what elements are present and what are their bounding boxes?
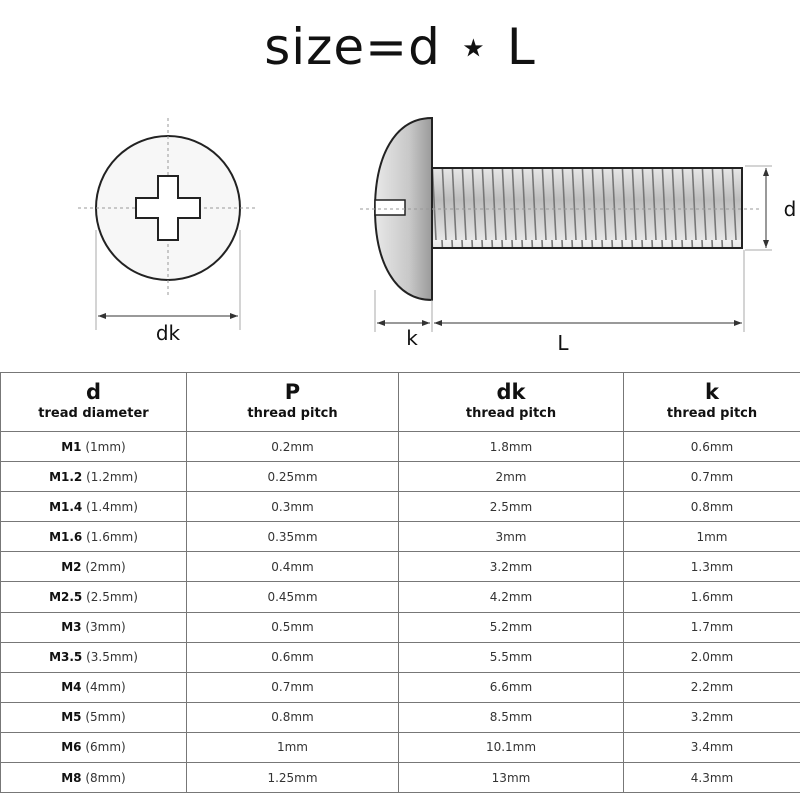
metric-code: M4 [61, 680, 82, 695]
size-cell [1, 432, 187, 462]
k-cell: 4.3mm [624, 763, 800, 793]
dk-cell: 4.2mm [399, 582, 624, 612]
k-cell: 3.2mm [624, 702, 800, 732]
table-row [1, 702, 800, 732]
size-cell [1, 492, 187, 522]
header-d-subtitle: tread diameter [38, 406, 149, 421]
header-k-subtitle: thread pitch [666, 406, 758, 421]
table-header-row [1, 373, 800, 432]
table-row [1, 582, 800, 612]
header-dk [399, 373, 624, 432]
pitch-cell: 0.2mm [187, 432, 399, 462]
header-p-symbol: P [284, 380, 301, 404]
size-cell [1, 702, 187, 732]
dk-cell: 3.2mm [399, 552, 624, 582]
header-d [1, 373, 187, 432]
table-row [1, 642, 800, 672]
pitch-cell: 0.6mm [187, 642, 399, 672]
d-dimension-label: d [783, 197, 797, 221]
dk-cell: 2mm [399, 462, 624, 492]
metric-code: M2 [61, 559, 82, 574]
dk-cell: 10.1mm [399, 732, 624, 762]
metric-code: M1.2 [49, 469, 83, 484]
metric-mm: (2.5mm) [86, 590, 138, 605]
screw-side-view [360, 118, 796, 355]
table-row [1, 672, 800, 702]
metric-mm: (4mm) [85, 680, 126, 695]
pitch-cell: 0.3mm [187, 492, 399, 522]
metric-mm: (1.6mm) [86, 529, 138, 544]
k-dimension-label: k [406, 326, 418, 350]
metric-code: M2.5 [49, 590, 83, 605]
pitch-cell: 0.5mm [187, 612, 399, 642]
metric-mm: (2mm) [85, 559, 126, 574]
metric-code: M3.5 [49, 650, 83, 665]
table-row [1, 763, 800, 793]
metric-mm: (5mm) [85, 710, 126, 725]
head-top-view [78, 118, 258, 345]
table-row [1, 732, 800, 762]
dk-cell: 6.6mm [399, 672, 624, 702]
size-cell [1, 672, 187, 702]
metric-code: M8 [61, 770, 82, 785]
table-row [1, 612, 800, 642]
header-p-subtitle: thread pitch [247, 406, 338, 421]
header-dk-subtitle: thread pitch [465, 406, 557, 421]
size-cell [1, 522, 187, 552]
pitch-cell: 1mm [187, 732, 399, 762]
size-cell [1, 732, 187, 762]
k-cell: 0.6mm [624, 432, 800, 462]
metric-mm: (1.2mm) [86, 469, 138, 484]
k-cell: 1.7mm [624, 612, 800, 642]
pitch-cell: 0.35mm [187, 522, 399, 552]
metric-mm: (1mm) [85, 439, 126, 454]
metric-code: M1.4 [49, 499, 83, 514]
k-cell: 2.0mm [624, 642, 800, 672]
metric-mm: (6mm) [85, 740, 126, 755]
table-row [1, 432, 800, 462]
dk-dimension-label: dk [155, 321, 181, 345]
k-cell: 2.2mm [624, 672, 800, 702]
dk-cell: 3mm [399, 522, 624, 552]
metric-code: M6 [61, 740, 82, 755]
size-cell [1, 552, 187, 582]
size-cell [1, 642, 187, 672]
k-cell: 0.7mm [624, 462, 800, 492]
header-p [187, 373, 399, 432]
metric-code: M3 [61, 620, 82, 635]
pitch-cell: 0.7mm [187, 672, 399, 702]
table-row [1, 492, 800, 522]
pitch-cell: 0.45mm [187, 582, 399, 612]
size-spec-table [0, 372, 800, 793]
header-k-symbol: k [705, 380, 719, 404]
dk-cell: 13mm [399, 763, 624, 793]
table-row [1, 462, 800, 492]
metric-mm: (3mm) [85, 620, 126, 635]
dk-cell: 8.5mm [399, 702, 624, 732]
dk-cell: 2.5mm [399, 492, 624, 522]
size-cell [1, 763, 187, 793]
pitch-cell: 0.8mm [187, 702, 399, 732]
table-row [1, 522, 800, 552]
dk-cell: 5.2mm [399, 612, 624, 642]
dk-cell: 1.8mm [399, 432, 624, 462]
header-dk-symbol: dk [496, 380, 526, 404]
pitch-cell: 1.25mm [187, 763, 399, 793]
k-cell: 1.6mm [624, 582, 800, 612]
screw-diagram [0, 100, 800, 370]
page-title: size=d ⋆ L [264, 18, 536, 76]
table-row [1, 552, 800, 582]
size-cell [1, 462, 187, 492]
pitch-cell: 0.25mm [187, 462, 399, 492]
pitch-cell: 0.4mm [187, 552, 399, 582]
metric-code: M1.6 [49, 529, 83, 544]
header-d-symbol: d [85, 380, 102, 404]
metric-mm: (1.4mm) [86, 499, 138, 514]
size-cell [1, 612, 187, 642]
l-dimension-label: L [557, 331, 569, 355]
metric-mm: (3.5mm) [86, 650, 138, 665]
header-k [624, 373, 800, 432]
k-cell: 3.4mm [624, 732, 800, 762]
metric-mm: (8mm) [85, 770, 126, 785]
metric-code: M1 [61, 439, 82, 454]
k-cell: 1.3mm [624, 552, 800, 582]
metric-code: M5 [61, 710, 82, 725]
size-cell [1, 582, 187, 612]
k-cell: 1mm [624, 522, 800, 552]
dk-cell: 5.5mm [399, 642, 624, 672]
k-cell: 0.8mm [624, 492, 800, 522]
